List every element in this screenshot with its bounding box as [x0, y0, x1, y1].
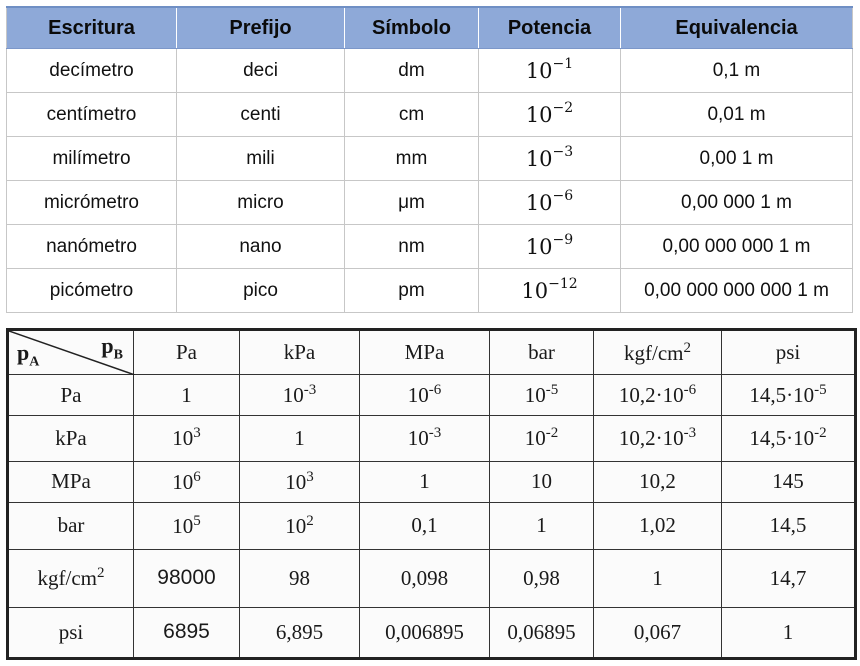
pressure-conversion-table	[6, 328, 857, 660]
table-cell	[722, 416, 856, 461]
cell-prefijo: mili	[177, 137, 345, 181]
cell-exponent: 2	[683, 339, 691, 356]
column-header-psi	[722, 330, 856, 375]
cell-exponent: -2	[814, 425, 827, 442]
table-row	[7, 137, 853, 181]
power-base: 10	[525, 147, 553, 171]
cell-text: 10	[285, 469, 307, 494]
row-header-kpa	[8, 416, 134, 461]
cell-exponent: 5	[193, 512, 201, 529]
cell-text: 14,7	[769, 565, 807, 590]
cell-text: 1	[419, 469, 430, 494]
cell-text: 1	[652, 565, 663, 590]
cell-text: 14,5·10	[749, 426, 815, 451]
table-cell	[360, 607, 490, 658]
cell-exponent: 6	[193, 468, 201, 485]
power-base: 10	[525, 235, 553, 259]
table-row	[7, 49, 853, 93]
cell-text: 10	[531, 469, 552, 494]
table-cell	[360, 461, 490, 502]
table-cell	[490, 607, 594, 658]
table-cell	[240, 461, 360, 502]
table-cell	[722, 375, 856, 416]
cell-prefijo: centi	[177, 93, 345, 137]
cell-text: psi	[58, 619, 84, 644]
cell-prefijo: deci	[177, 49, 345, 93]
cell-text: 0,098	[400, 565, 449, 590]
cell-text: 10	[524, 383, 546, 408]
cell-text: 1,02	[639, 513, 676, 538]
cell-exponent: -2	[545, 425, 559, 442]
cell-simbolo: dm	[345, 49, 479, 93]
header-prefijo: Prefijo	[177, 7, 345, 49]
header-potencia: Potencia	[479, 7, 621, 49]
power-base: 10	[525, 191, 553, 215]
power-base: 10	[521, 279, 549, 303]
cell-exponent: 3	[306, 468, 314, 485]
table-cell	[594, 375, 722, 416]
header-simbolo: Símbolo	[345, 7, 479, 49]
header-equivalencia: Equivalencia	[621, 7, 853, 49]
table-cell	[134, 502, 240, 549]
column-header-kgf-cm	[594, 330, 722, 375]
cell-text: 1	[782, 619, 794, 644]
cell-potencia	[479, 93, 621, 137]
cell-text: 145	[772, 469, 804, 494]
cell-escritura: milímetro	[7, 137, 177, 181]
cell-simbolo: mm	[345, 137, 479, 181]
table-row	[8, 416, 856, 461]
table-cell	[722, 607, 856, 658]
table-cell	[490, 416, 594, 461]
cell-text: 10,2·10	[618, 426, 684, 451]
table-cell	[240, 607, 360, 658]
cell-text: 10	[285, 513, 307, 538]
table-cell	[240, 416, 360, 461]
table-cell	[722, 550, 856, 608]
cell-equivalencia: 0,00 000 000 000 1 m	[621, 269, 853, 313]
cell-potencia	[479, 49, 621, 93]
cell-text: 10	[524, 426, 546, 451]
power-exponent: −12	[548, 276, 578, 292]
table-cell	[134, 550, 240, 608]
cell-exponent: -6	[683, 382, 697, 399]
cell-potencia	[479, 225, 621, 269]
power-exponent: −6	[552, 188, 574, 204]
cell-exponent: -3	[428, 425, 442, 442]
cell-exponent: 2	[306, 512, 314, 529]
table-cell	[594, 416, 722, 461]
table-row	[7, 181, 853, 225]
cell-escritura: nanómetro	[7, 225, 177, 269]
cell-text: 0,06895	[507, 619, 576, 644]
cell-text: 10	[172, 426, 194, 451]
table-cell	[594, 502, 722, 549]
cell-text: 0,98	[523, 565, 560, 590]
table-row	[7, 225, 853, 269]
power-exponent: −9	[552, 232, 574, 248]
cell-prefijo: nano	[177, 225, 345, 269]
table-cell	[490, 502, 594, 549]
cell-potencia	[479, 269, 621, 313]
cell-equivalencia: 0,1 m	[621, 49, 853, 93]
cell-text: 98000	[157, 566, 216, 590]
column-header-mpa	[360, 330, 490, 375]
cell-potencia	[479, 181, 621, 225]
cell-simbolo: nm	[345, 225, 479, 269]
table-cell	[134, 607, 240, 658]
row-header-kgf-cm	[8, 550, 134, 608]
cell-text: 10	[172, 513, 194, 538]
cell-text: bar	[528, 340, 555, 365]
column-header-bar	[490, 330, 594, 375]
cell-text: 0,067	[633, 619, 682, 644]
cell-potencia	[479, 137, 621, 181]
cell-escritura: centímetro	[7, 93, 177, 137]
table-cell	[360, 550, 490, 608]
table-cell	[594, 461, 722, 502]
cell-escritura: picómetro	[7, 269, 177, 313]
column-axis-label: $p_B$	[101, 333, 123, 363]
cell-text: kgf/cm	[624, 340, 684, 365]
table-cell	[134, 375, 240, 416]
cell-exponent: 2	[96, 565, 105, 582]
cell-text: 0,006895	[385, 619, 464, 644]
cell-simbolo: μm	[345, 181, 479, 225]
table-row	[8, 607, 856, 658]
table-row	[7, 269, 853, 313]
cell-text: bar	[57, 513, 85, 538]
table-cell	[360, 375, 490, 416]
pressure-header-row	[8, 330, 856, 375]
table-cell	[490, 461, 594, 502]
cell-simbolo: pm	[345, 269, 479, 313]
table-row	[7, 93, 853, 137]
table-cell	[240, 375, 360, 416]
table-cell	[134, 416, 240, 461]
power-exponent: −1	[552, 56, 574, 72]
cell-text: kgf/cm	[37, 566, 97, 591]
table-cell	[360, 502, 490, 549]
cell-exponent: -6	[428, 382, 442, 399]
table-cell	[240, 550, 360, 608]
cell-text: 10	[282, 383, 304, 408]
cell-text: 1	[294, 425, 305, 450]
prefix-table-header-row	[7, 7, 853, 49]
table-cell	[490, 375, 594, 416]
prefix-table	[6, 6, 853, 313]
table-cell	[594, 607, 722, 658]
cell-prefijo: micro	[177, 181, 345, 225]
cell-equivalencia: 0,00 1 m	[621, 137, 853, 181]
column-header-pa	[134, 330, 240, 375]
cell-exponent: -3	[303, 382, 317, 399]
cell-text: 6895	[163, 620, 210, 644]
cell-text: 1	[536, 513, 547, 538]
table-row	[8, 502, 856, 549]
power-base: 10	[525, 59, 553, 83]
cell-prefijo: pico	[177, 269, 345, 313]
cell-equivalencia: 0,00 000 1 m	[621, 181, 853, 225]
table-cell	[360, 416, 490, 461]
cell-text: kPa	[283, 340, 316, 365]
pressure-table-container	[6, 328, 854, 660]
cell-equivalencia: 0,01 m	[621, 93, 853, 137]
cell-exponent: -3	[683, 425, 697, 442]
cell-text: kPa	[55, 425, 87, 450]
table-row	[8, 550, 856, 608]
table-cell	[722, 502, 856, 549]
cell-escritura: decímetro	[7, 49, 177, 93]
row-header-mpa	[8, 461, 134, 502]
cell-exponent: -5	[814, 382, 827, 399]
column-header-kpa	[240, 330, 360, 375]
cell-text: 10,2·10	[618, 383, 684, 408]
cell-text: 0,1	[411, 513, 438, 538]
cell-text: Pa	[60, 382, 82, 407]
cell-exponent: 3	[193, 425, 201, 442]
cell-text: 10	[172, 469, 194, 494]
table-cell	[594, 550, 722, 608]
table-cell	[240, 502, 360, 549]
power-exponent: −3	[552, 144, 574, 160]
cell-simbolo: cm	[345, 93, 479, 137]
table-cell	[722, 461, 856, 502]
cell-escritura: micrómetro	[7, 181, 177, 225]
table-cell	[134, 461, 240, 502]
row-axis-label: $p_A$	[17, 339, 40, 370]
cell-text: 10,2	[639, 469, 676, 494]
row-header-psi	[8, 607, 134, 658]
cell-text: 10	[407, 426, 429, 451]
cell-text: 1	[181, 382, 192, 407]
cell-text: 6,895	[275, 619, 324, 644]
cell-text: psi	[775, 340, 801, 365]
row-header-bar	[8, 502, 134, 549]
cell-text: 10	[407, 383, 429, 408]
table-cell	[490, 550, 594, 608]
cell-text: 14,5	[769, 513, 807, 538]
table-row	[8, 375, 856, 416]
table-row	[8, 461, 856, 502]
header-escritura: Escritura	[7, 7, 177, 49]
cell-text: 98	[289, 565, 310, 590]
cell-text: MPa	[404, 340, 445, 365]
cell-equivalencia: 0,00 000 000 1 m	[621, 225, 853, 269]
cell-text: Pa	[176, 340, 197, 365]
cell-exponent: -5	[545, 382, 559, 399]
cell-text: 14,5·10	[749, 383, 815, 408]
power-exponent: −2	[552, 100, 574, 116]
corner-diagonal-cell	[8, 330, 134, 375]
power-base: 10	[525, 103, 553, 127]
cell-text: MPa	[51, 469, 91, 494]
row-header-pa	[8, 375, 134, 416]
